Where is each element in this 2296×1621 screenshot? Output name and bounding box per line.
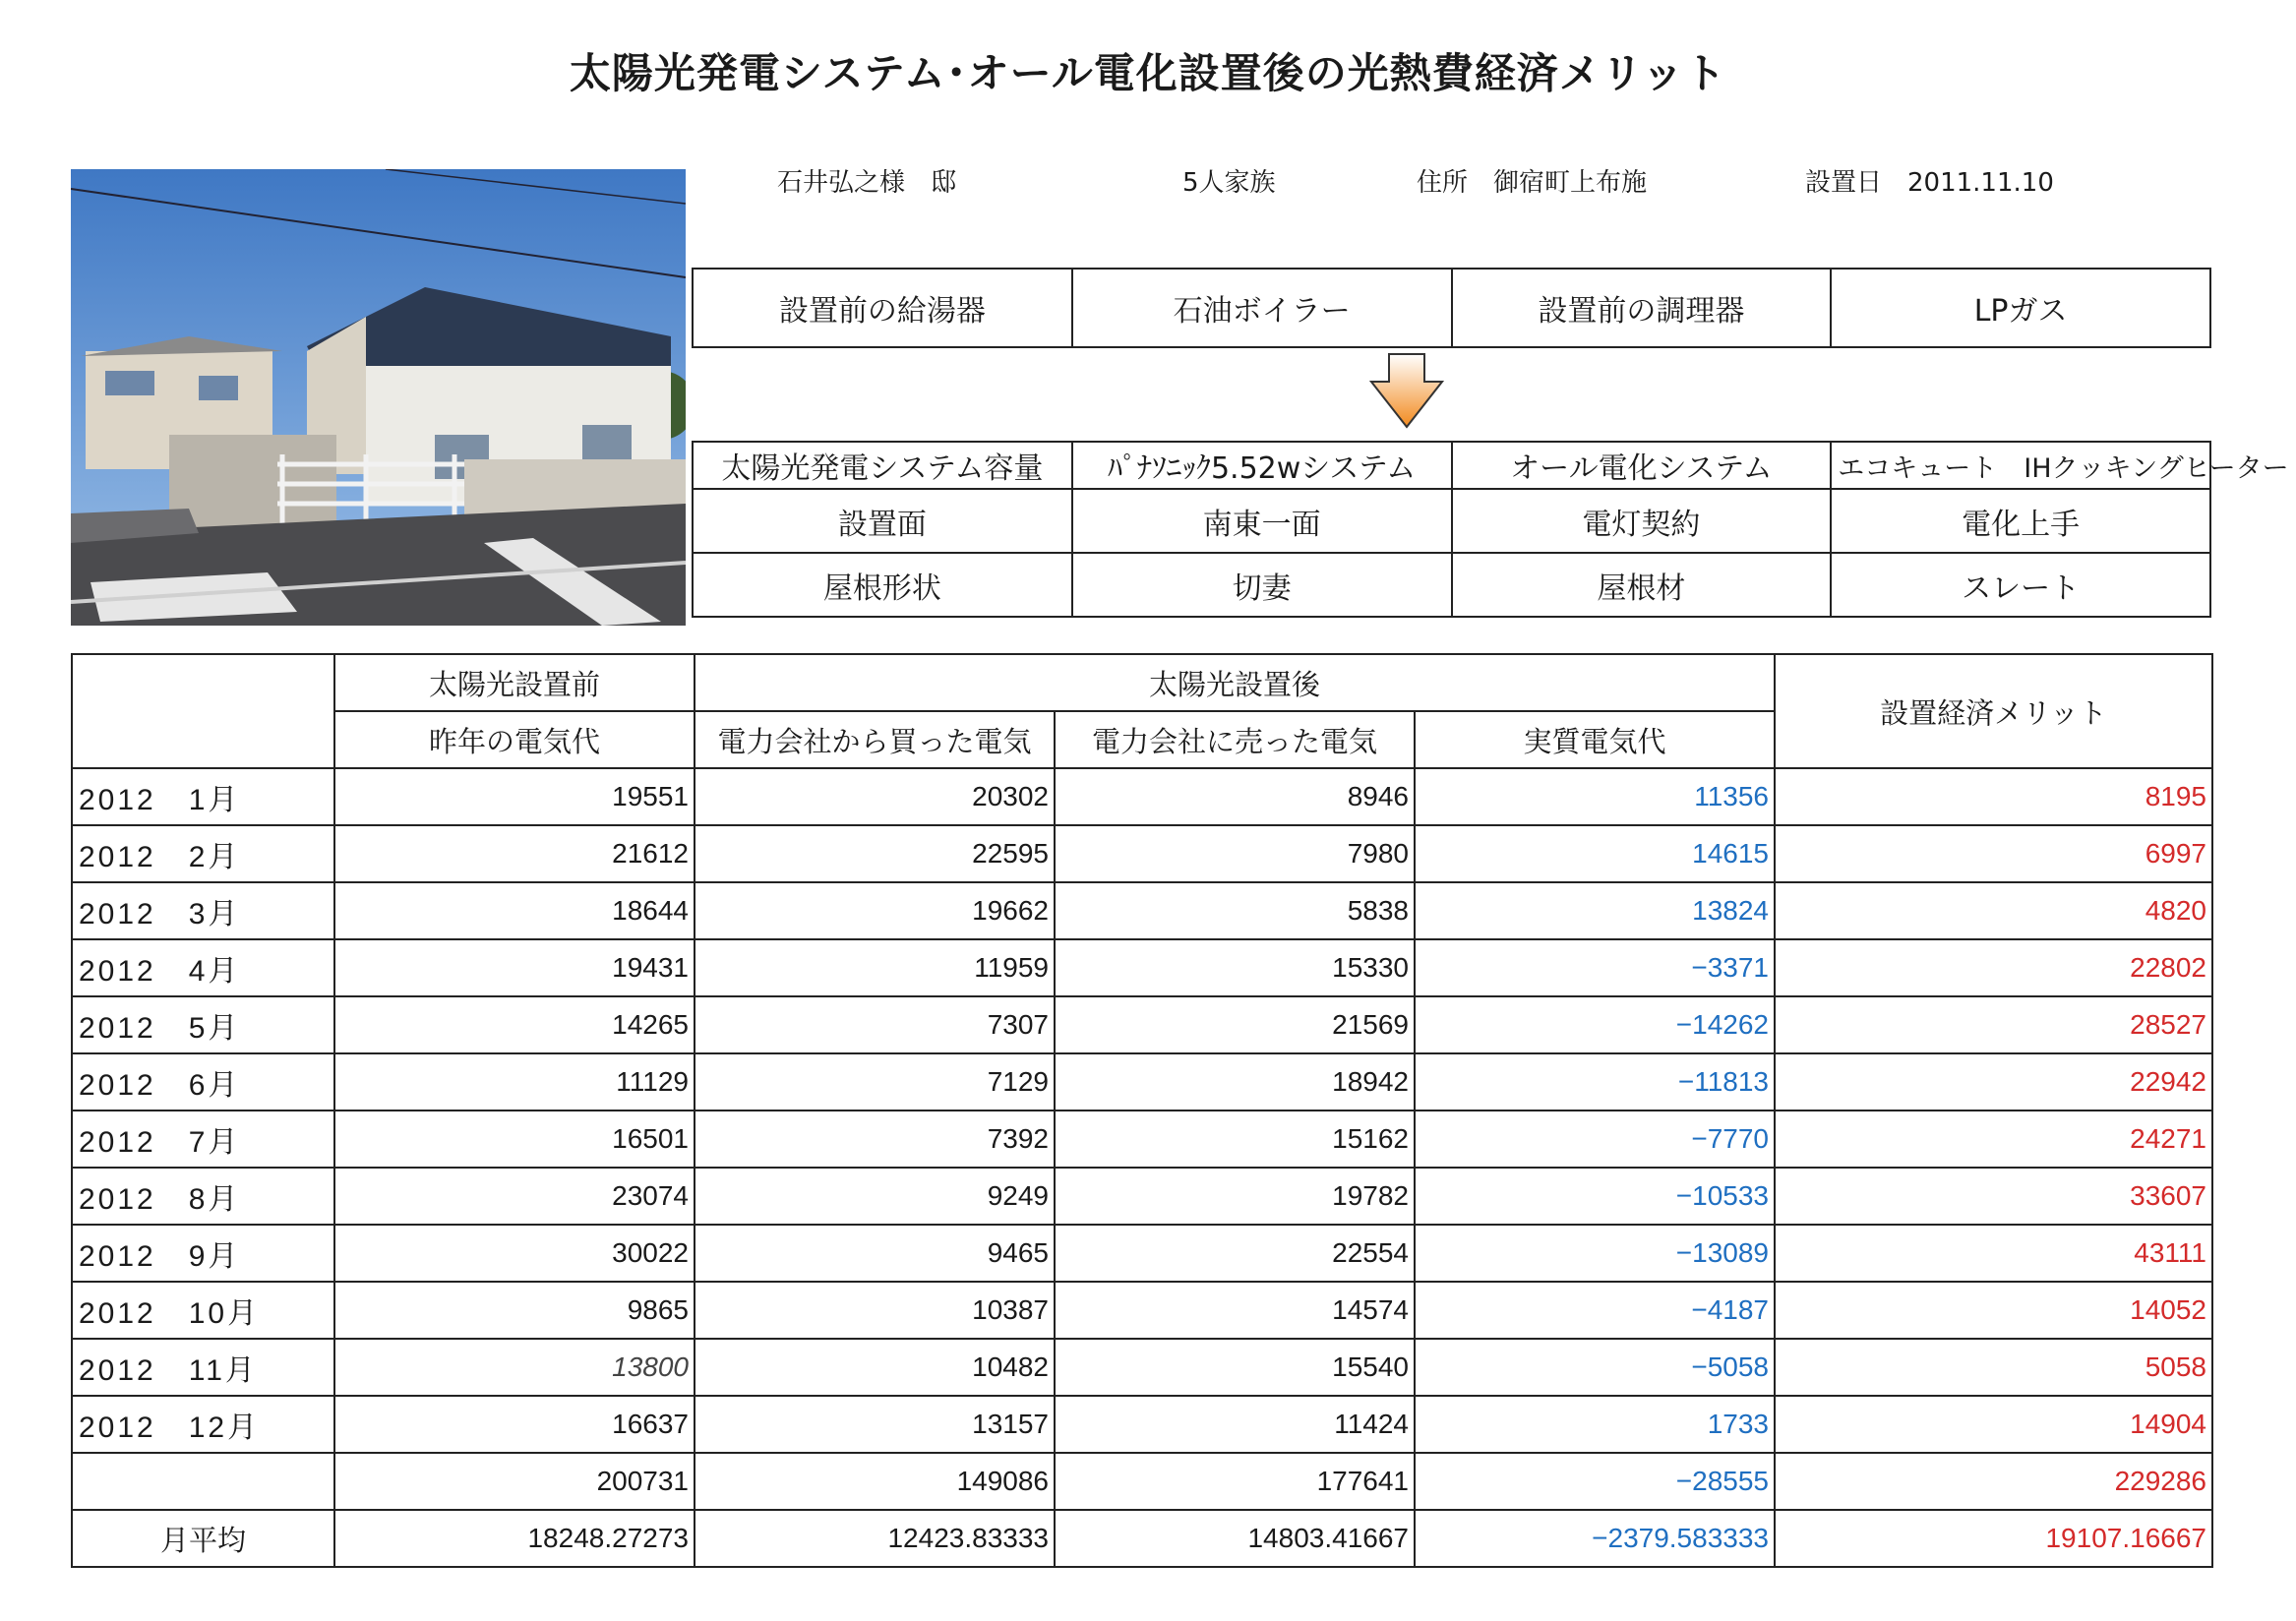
sold-electricity: 19782 [1055, 1168, 1415, 1225]
net-cost: −3371 [1415, 939, 1775, 996]
spec-value: エコキュート IHクッキングヒーター [1831, 442, 2210, 489]
average-merit: 19107.16667 [1775, 1510, 2212, 1567]
last-year-cost: 11129 [334, 1053, 695, 1111]
last-year-cost: 21612 [334, 825, 695, 882]
bought-electricity: 20302 [695, 768, 1055, 825]
header-bought: 電力会社から買った電気 [695, 711, 1055, 768]
spec-value: 電化上手 [1831, 489, 2210, 553]
net-cost: 14615 [1415, 825, 1775, 882]
merit: 8195 [1775, 768, 2212, 825]
spec-label: オール電化システム [1452, 442, 1832, 489]
header-sold: 電力会社に売った電気 [1055, 711, 1415, 768]
last-year-cost: 13800 [334, 1339, 695, 1396]
average-net: −2379.583333 [1415, 1510, 1775, 1567]
month-row [72, 1225, 2212, 1282]
month-label: 2012 12月 [72, 1396, 334, 1453]
last-year-cost: 14265 [334, 996, 695, 1053]
bought-electricity: 7129 [695, 1053, 1055, 1111]
month-label: 2012 3月 [72, 882, 334, 939]
total-label [72, 1453, 334, 1510]
month-row [72, 1282, 2212, 1339]
month-row [72, 1168, 2212, 1225]
sold-electricity: 15330 [1055, 939, 1415, 996]
last-year-cost: 19431 [334, 939, 695, 996]
average-label: 月平均 [72, 1510, 334, 1567]
net-cost: −13089 [1415, 1225, 1775, 1282]
month-label: 2012 1月 [72, 768, 334, 825]
total-last-year: 200731 [334, 1453, 695, 1510]
net-cost: −14262 [1415, 996, 1775, 1053]
merit: 5058 [1775, 1339, 2212, 1396]
month-row [72, 1111, 2212, 1168]
spec-label: 屋根形状 [693, 553, 1072, 617]
month-label: 2012 5月 [72, 996, 334, 1053]
bought-electricity: 13157 [695, 1396, 1055, 1453]
bought-electricity: 10482 [695, 1339, 1055, 1396]
net-cost: 1733 [1415, 1396, 1775, 1453]
month-row [72, 768, 2212, 825]
address: 住所 御宿町上布施 [1417, 168, 1648, 198]
month-label: 2012 2月 [72, 825, 334, 882]
sold-electricity: 8946 [1055, 768, 1415, 825]
last-year-cost: 18644 [334, 882, 695, 939]
cooker-value: LPガス [1831, 269, 2210, 347]
bought-electricity: 10387 [695, 1282, 1055, 1339]
total-sold: 177641 [1055, 1453, 1415, 1510]
bought-electricity: 9249 [695, 1168, 1055, 1225]
merit: 14052 [1775, 1282, 2212, 1339]
bought-electricity: 7392 [695, 1111, 1055, 1168]
spec-value: スレート [1831, 553, 2210, 617]
header-after: 太陽光設置後 [695, 654, 1775, 711]
month-label: 2012 11月 [72, 1339, 334, 1396]
month-label: 2012 6月 [72, 1053, 334, 1111]
sold-electricity: 21569 [1055, 996, 1415, 1053]
merit: 22802 [1775, 939, 2212, 996]
spec-value: 南東一面 [1072, 489, 1452, 553]
merit: 14904 [1775, 1396, 2212, 1453]
merit: 28527 [1775, 996, 2212, 1053]
month-label: 2012 10月 [72, 1282, 334, 1339]
sold-electricity: 14574 [1055, 1282, 1415, 1339]
total-merit: 229286 [1775, 1453, 2212, 1510]
cooker-label: 設置前の調理器 [1452, 269, 1832, 347]
sold-electricity: 15540 [1055, 1339, 1415, 1396]
total-bought: 149086 [695, 1453, 1055, 1510]
average-last-year: 18248.27273 [334, 1510, 695, 1567]
header-before: 太陽光設置前 [334, 654, 695, 711]
header-merit: 設置経済メリット [1775, 654, 2212, 768]
heater-value: 石油ボイラー [1072, 269, 1452, 347]
net-cost: −10533 [1415, 1168, 1775, 1225]
month-row [72, 882, 2212, 939]
net-cost: −4187 [1415, 1282, 1775, 1339]
last-year-cost: 16637 [334, 1396, 695, 1453]
merit: 24271 [1775, 1111, 2212, 1168]
header-last-year: 昨年の電気代 [334, 711, 695, 768]
month-row [72, 825, 2212, 882]
sold-electricity: 5838 [1055, 882, 1415, 939]
average-bought: 12423.83333 [695, 1510, 1055, 1567]
month-label: 2012 8月 [72, 1168, 334, 1225]
spec-value: 切妻 [1072, 553, 1452, 617]
spec-table [692, 441, 2289, 618]
install-date: 設置日 2011.11.10 [1805, 168, 2054, 198]
page-title: 太陽光発電システム･オール電化設置後の光熱費経済メリット [569, 49, 1727, 97]
month-row [72, 1053, 2212, 1111]
last-year-cost: 30022 [334, 1225, 695, 1282]
down-arrow-icon [1369, 352, 1444, 431]
month-row [72, 1396, 2212, 1453]
spec-label: 設置面 [693, 489, 1072, 553]
total-row [72, 1453, 2212, 1510]
month-label: 2012 9月 [72, 1225, 334, 1282]
spec-label: 電灯契約 [1452, 489, 1832, 553]
header-net: 実質電気代 [1415, 711, 1775, 768]
before-table [692, 268, 2211, 348]
spec-row [693, 442, 2210, 489]
last-year-cost: 16501 [334, 1111, 695, 1168]
last-year-cost: 9865 [334, 1282, 695, 1339]
electricity-table [71, 653, 2213, 1568]
net-cost: −5058 [1415, 1339, 1775, 1396]
sold-electricity: 7980 [1055, 825, 1415, 882]
month-label: 2012 7月 [72, 1111, 334, 1168]
spec-row [693, 489, 2210, 553]
sold-electricity: 18942 [1055, 1053, 1415, 1111]
bought-electricity: 9465 [695, 1225, 1055, 1282]
merit: 22942 [1775, 1053, 2212, 1111]
bought-electricity: 7307 [695, 996, 1055, 1053]
merit: 4820 [1775, 882, 2212, 939]
sold-electricity: 15162 [1055, 1111, 1415, 1168]
spec-row [693, 553, 2210, 617]
owner-name: 石井弘之様 邸 [777, 168, 957, 198]
bought-electricity: 19662 [695, 882, 1055, 939]
bought-electricity: 22595 [695, 825, 1055, 882]
before-row [693, 269, 2210, 347]
last-year-cost: 19551 [334, 768, 695, 825]
heater-label: 設置前の給湯器 [693, 269, 1072, 347]
month-label: 2012 4月 [72, 939, 334, 996]
net-cost: 11356 [1415, 768, 1775, 825]
sold-electricity: 11424 [1055, 1396, 1415, 1453]
net-cost: 13824 [1415, 882, 1775, 939]
bought-electricity: 11959 [695, 939, 1055, 996]
merit: 6997 [1775, 825, 2212, 882]
last-year-cost: 23074 [334, 1168, 695, 1225]
spec-label: 屋根材 [1452, 553, 1832, 617]
month-row [72, 996, 2212, 1053]
header-row [72, 654, 2212, 711]
header-empty [72, 654, 334, 768]
spec-value: ﾊﾟﾅｿﾆｯｸ5.52wシステム [1072, 442, 1452, 489]
family-size: 5人家族 [1182, 168, 1276, 198]
merit: 43111 [1775, 1225, 2212, 1282]
net-cost: −11813 [1415, 1053, 1775, 1111]
total-net: −28555 [1415, 1453, 1775, 1510]
sold-electricity: 22554 [1055, 1225, 1415, 1282]
house-photo [71, 169, 686, 626]
month-row [72, 939, 2212, 996]
merit: 33607 [1775, 1168, 2212, 1225]
month-row [72, 1339, 2212, 1396]
average-row [72, 1510, 2212, 1567]
average-sold: 14803.41667 [1055, 1510, 1415, 1567]
spec-label: 太陽光発電システム容量 [693, 442, 1072, 489]
net-cost: −7770 [1415, 1111, 1775, 1168]
